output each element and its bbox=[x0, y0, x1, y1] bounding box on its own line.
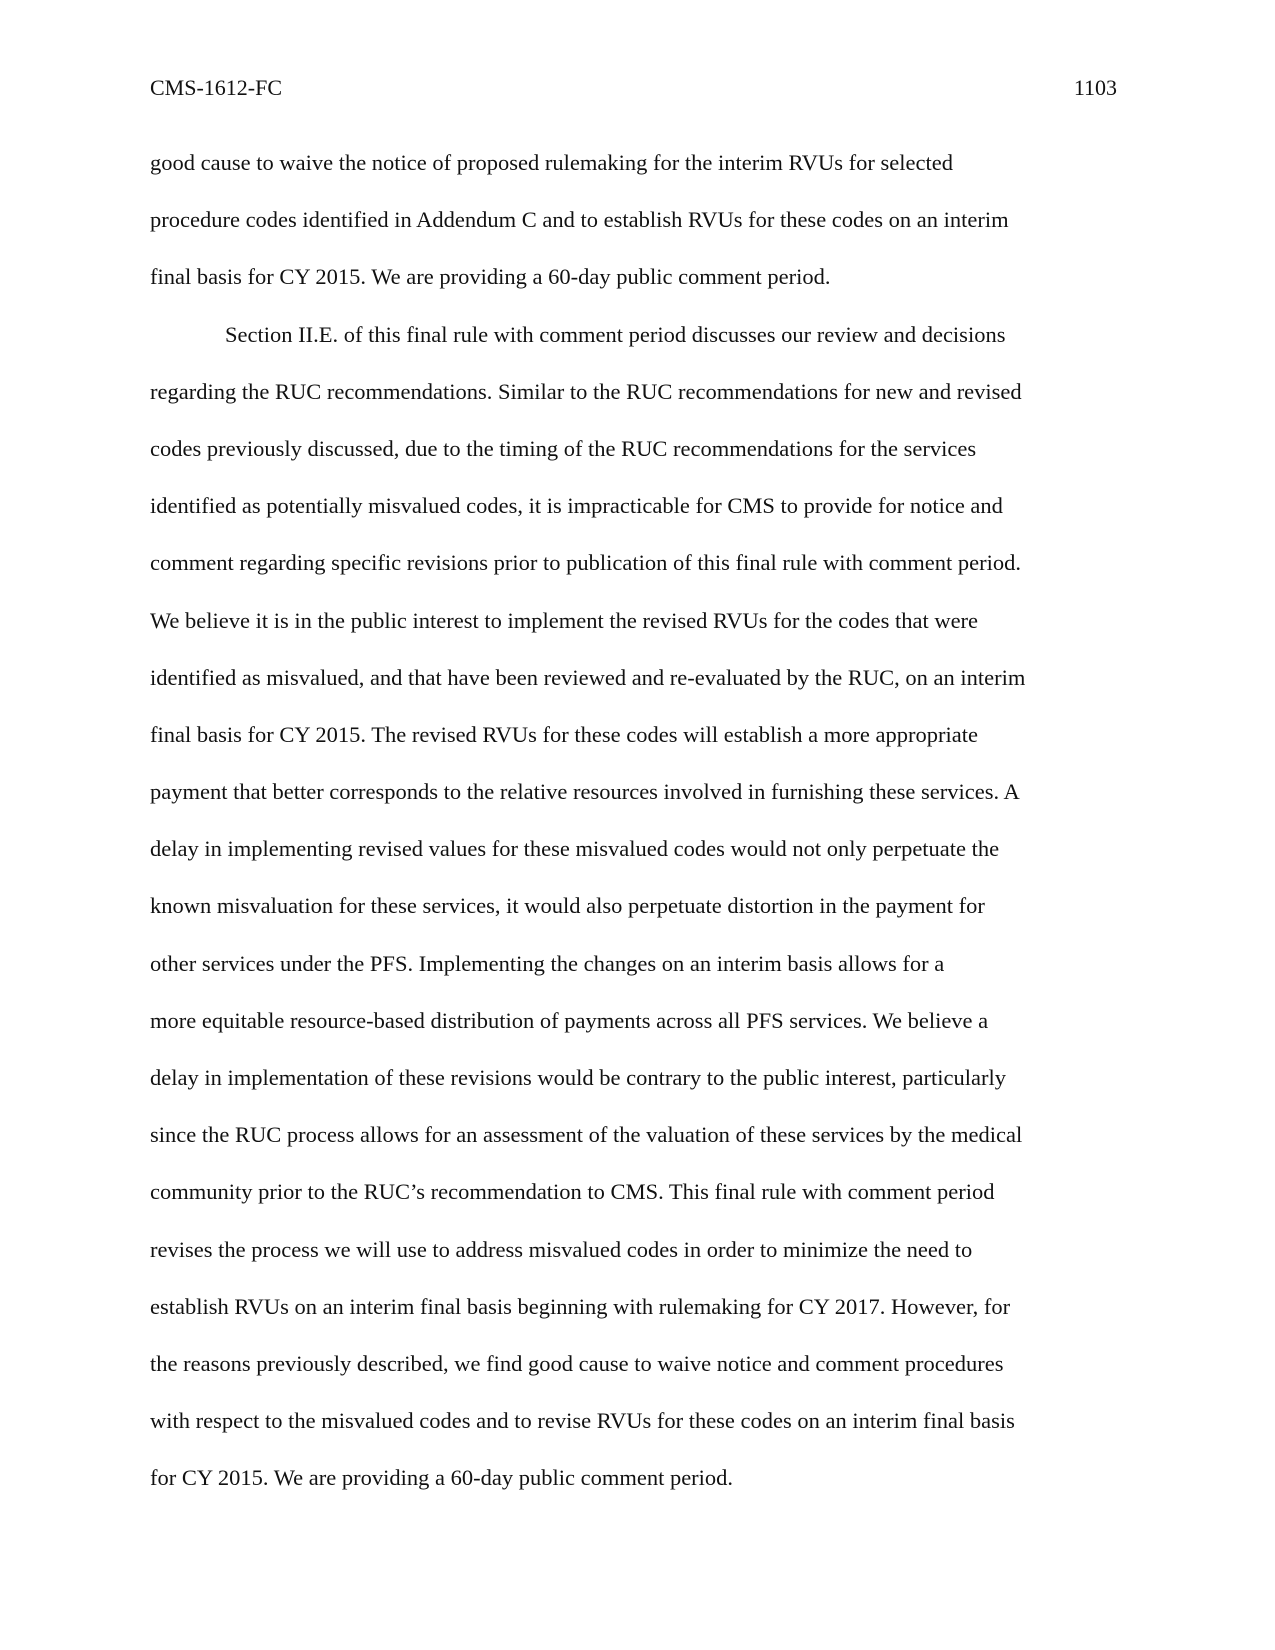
text-line: good cause to waive the notice of proposed rulemaking for the interim RVUs for selected bbox=[150, 150, 953, 175]
body-text bbox=[150, 149, 1130, 1522]
text-line: codes previously discussed, due to the timing of the RUC recommendations for the services bbox=[150, 435, 977, 461]
text-line: regarding the RUC recommendations. Similar to the RUC recommendations for new and revised bbox=[150, 378, 1022, 404]
text-line: with respect to the misvalued codes and to revise RVUs for these codes on an interim final basis bbox=[150, 1408, 1015, 1434]
text-line: delay in implementation of these revisions would be contrary to the public interest, particularly bbox=[150, 1065, 1007, 1090]
text-line: identified as misvalued, and that have been reviewed and re-evaluated by the RUC, on an interim bbox=[150, 664, 1026, 690]
text-line: more equitable resource-based distribution of payments across all PFS services. We believe a bbox=[150, 1007, 989, 1033]
text-line: comment regarding specific revisions prior to publication of this final rule with comment period. bbox=[150, 550, 1022, 576]
text-line: We believe it is in the public interest to implement the revised RVUs for the codes that were bbox=[150, 607, 979, 633]
text-line: known misvaluation for these services, it would also perpetuate distortion in the payment for bbox=[150, 893, 985, 919]
text-line: other services under the PFS. Implementing the changes on an interim basis allows for a bbox=[150, 950, 945, 976]
text-line: identified as potentially misvalued codes, it is impracticable for CMS to provide for notice and bbox=[150, 493, 1003, 519]
text-line: final basis for CY 2015. The revised RVUs for these codes will establish a more appropriate bbox=[150, 721, 978, 747]
text-line: community prior to the RUC’s recommendation to CMS. This final rule with comment period bbox=[150, 1179, 995, 1205]
text-line: since the RUC process allows for an assessment of the valuation of these services by the medical bbox=[150, 1122, 1023, 1148]
document-id: CMS-1612-FC bbox=[150, 75, 283, 100]
text-line: final basis for CY 2015. We are providing a 60-day public comment period. bbox=[150, 264, 831, 290]
text-line: revises the process we will use to address misvalued codes in order to minimize the need to bbox=[150, 1236, 973, 1262]
text-line: the reasons previously described, we find good cause to waive notice and comment procedures bbox=[150, 1350, 1004, 1376]
text-line: payment that better corresponds to the relative resources involved in furnishing these services. A bbox=[150, 779, 1020, 805]
text-line: delay in implementing revised values for these misvalued codes would not only perpetuate the bbox=[150, 836, 1000, 862]
text-line: Section II.E. of this final rule with comment period discusses our review and decisions bbox=[225, 321, 1006, 347]
text-line: establish RVUs on an interim final basis beginning with rulemaking for CY 2017. However, for bbox=[150, 1293, 1011, 1319]
page-number: 1103 bbox=[1073, 75, 1117, 100]
text-line: for CY 2015. We are providing a 60-day public comment period. bbox=[150, 1465, 734, 1491]
text-line: procedure codes identified in Addendum C and to establish RVUs for these codes on an interim bbox=[150, 207, 1009, 233]
